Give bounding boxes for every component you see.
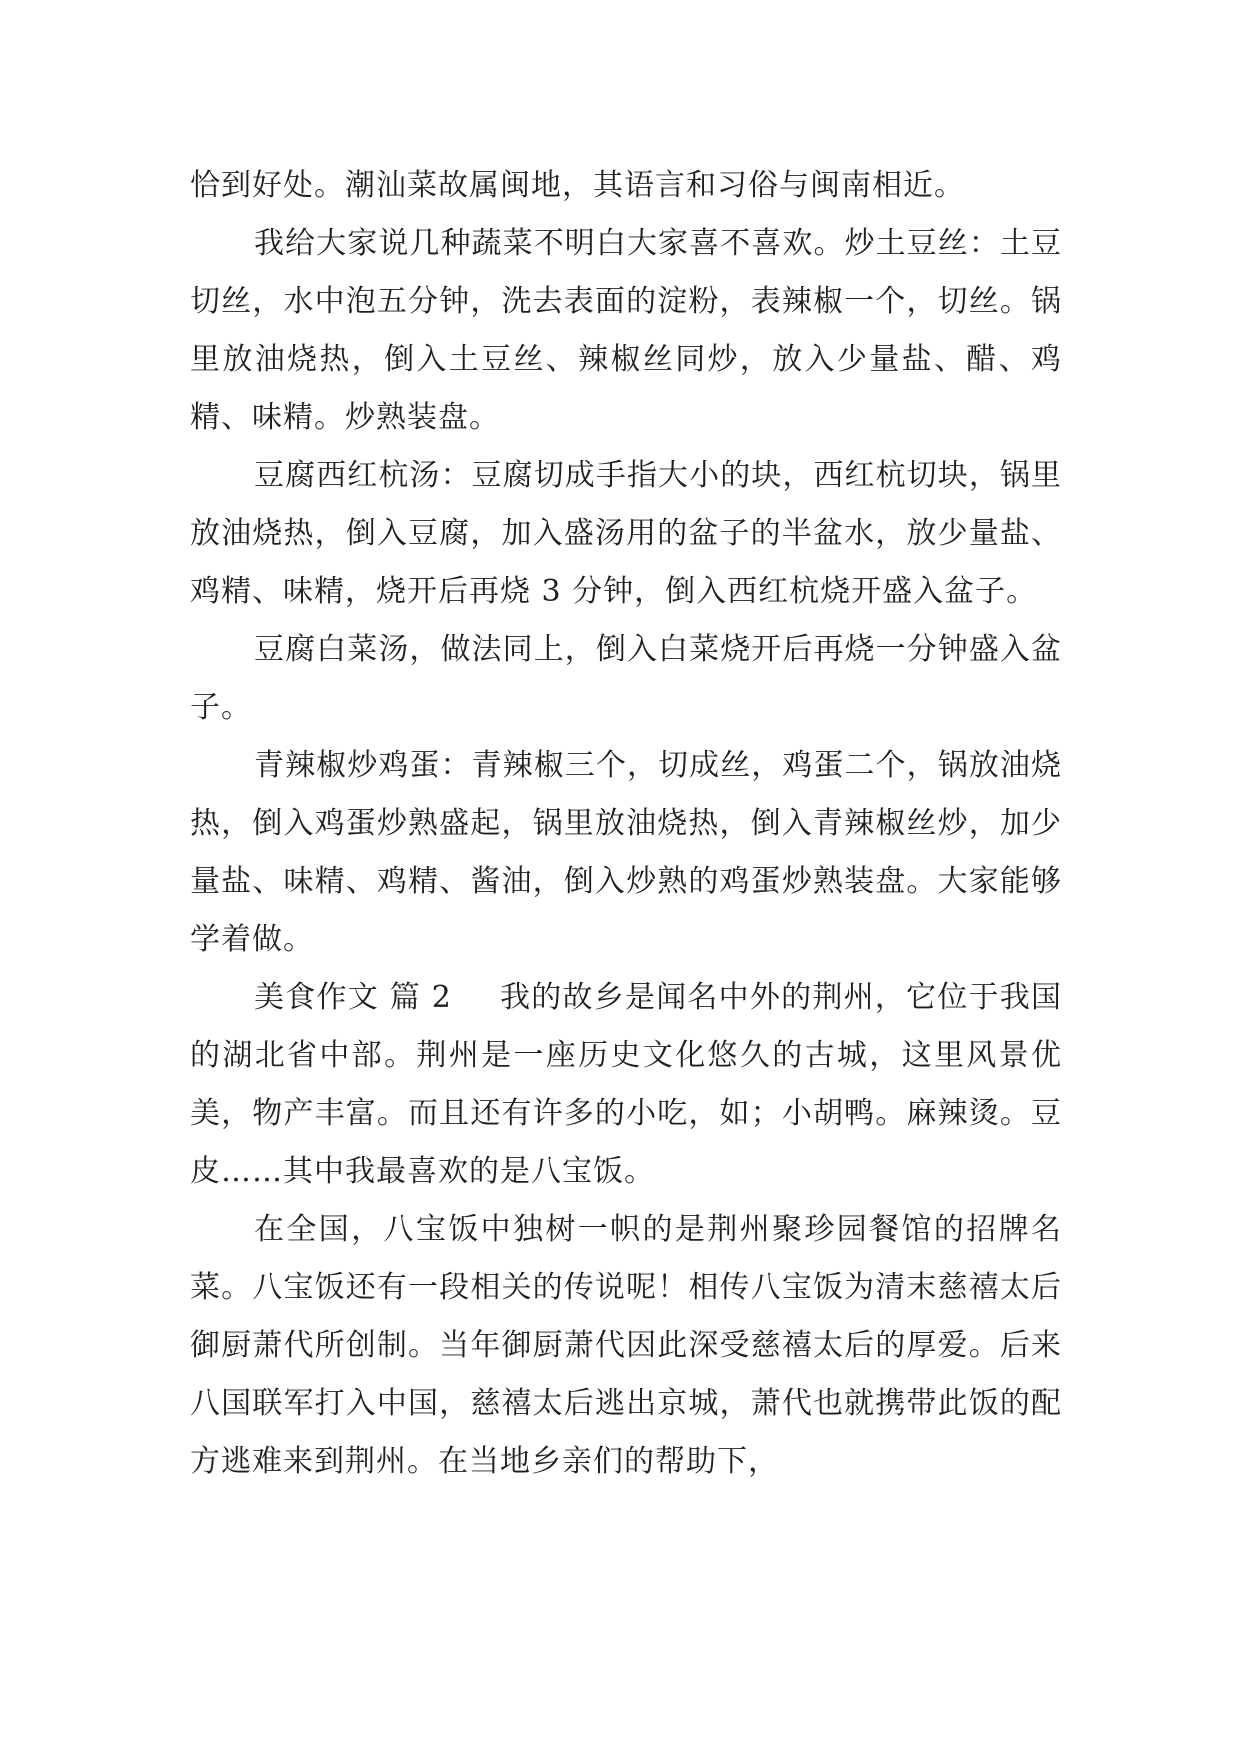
paragraph-eight-treasure-rice: 在全国，八宝饭中独树一帜的是荆州聚珍园餐馆的招牌名菜。八宝饭还有一段相关的传说呢！相传八宝饭为清末慈禧太后御厨萧代所创制。当年御厨萧代因此深受慈禧太后的厚爱。后来八国联军打入中国，慈禧太后逃出京城，萧代也就携带此饭的配方逃难来到荆州。在当地乡亲们的帮助下，: [190, 1212, 1062, 1479]
paragraph-pepper-egg: 青辣椒炒鸡蛋：青辣椒三个，切成丝，鸡蛋二个，锅放油烧热，倒入鸡蛋炒熟盛起，锅里放油烧热，倒入青辣椒丝炒，加少量盐、味精、鸡精、酱油，倒入炒熟的鸡蛋炒熟装盘。大家能够学着做。: [190, 748, 1062, 957]
paragraph-continuation: 恰到好处。潮汕菜故属闽地，其语言和习俗与闽南相近。: [190, 168, 965, 203]
paragraph-tofu-cabbage-soup: 豆腐白菜汤，做法同上，倒入白菜烧开后再烧一分钟盛入盆子。: [190, 632, 1062, 725]
section-title: 美食作文 篇 2: [254, 980, 452, 1015]
section-2-paragraph: [190, 969, 1062, 1201]
document-body: [190, 157, 1062, 1491]
section-2-text: 我的故乡是闻名中外的荆州，它位于我国的湖北省中部。荆州是一座历史文化悠久的古城，这里风景优美，物产丰富。而且还有许多的小吃，如；小胡鸭。麻辣烫。豆皮……其中我最喜欢的是八宝饭。: [190, 980, 1062, 1189]
paragraph-tofu-tomato-soup: 豆腐西红杭汤：豆腐切成手指大小的块，西红杭切块，锅里放油烧热，倒入豆腐，加入盛汤用的盆子的半盆水，放少量盐、鸡精、味精，烧开后再烧 3 分钟，倒入西红杭烧开盛入盆子。: [190, 458, 1062, 609]
paragraph-stir-fried-potato: 我给大家说几种蔬菜不明白大家喜不喜欢。炒土豆丝：土豆切丝，水中泡五分钟，洗去表面的淀粉，表辣椒一个，切丝。锅里放油烧热，倒入土豆丝、辣椒丝同炒，放入少量盐、醋、鸡精、味精。炒熟装盘。: [190, 226, 1062, 435]
